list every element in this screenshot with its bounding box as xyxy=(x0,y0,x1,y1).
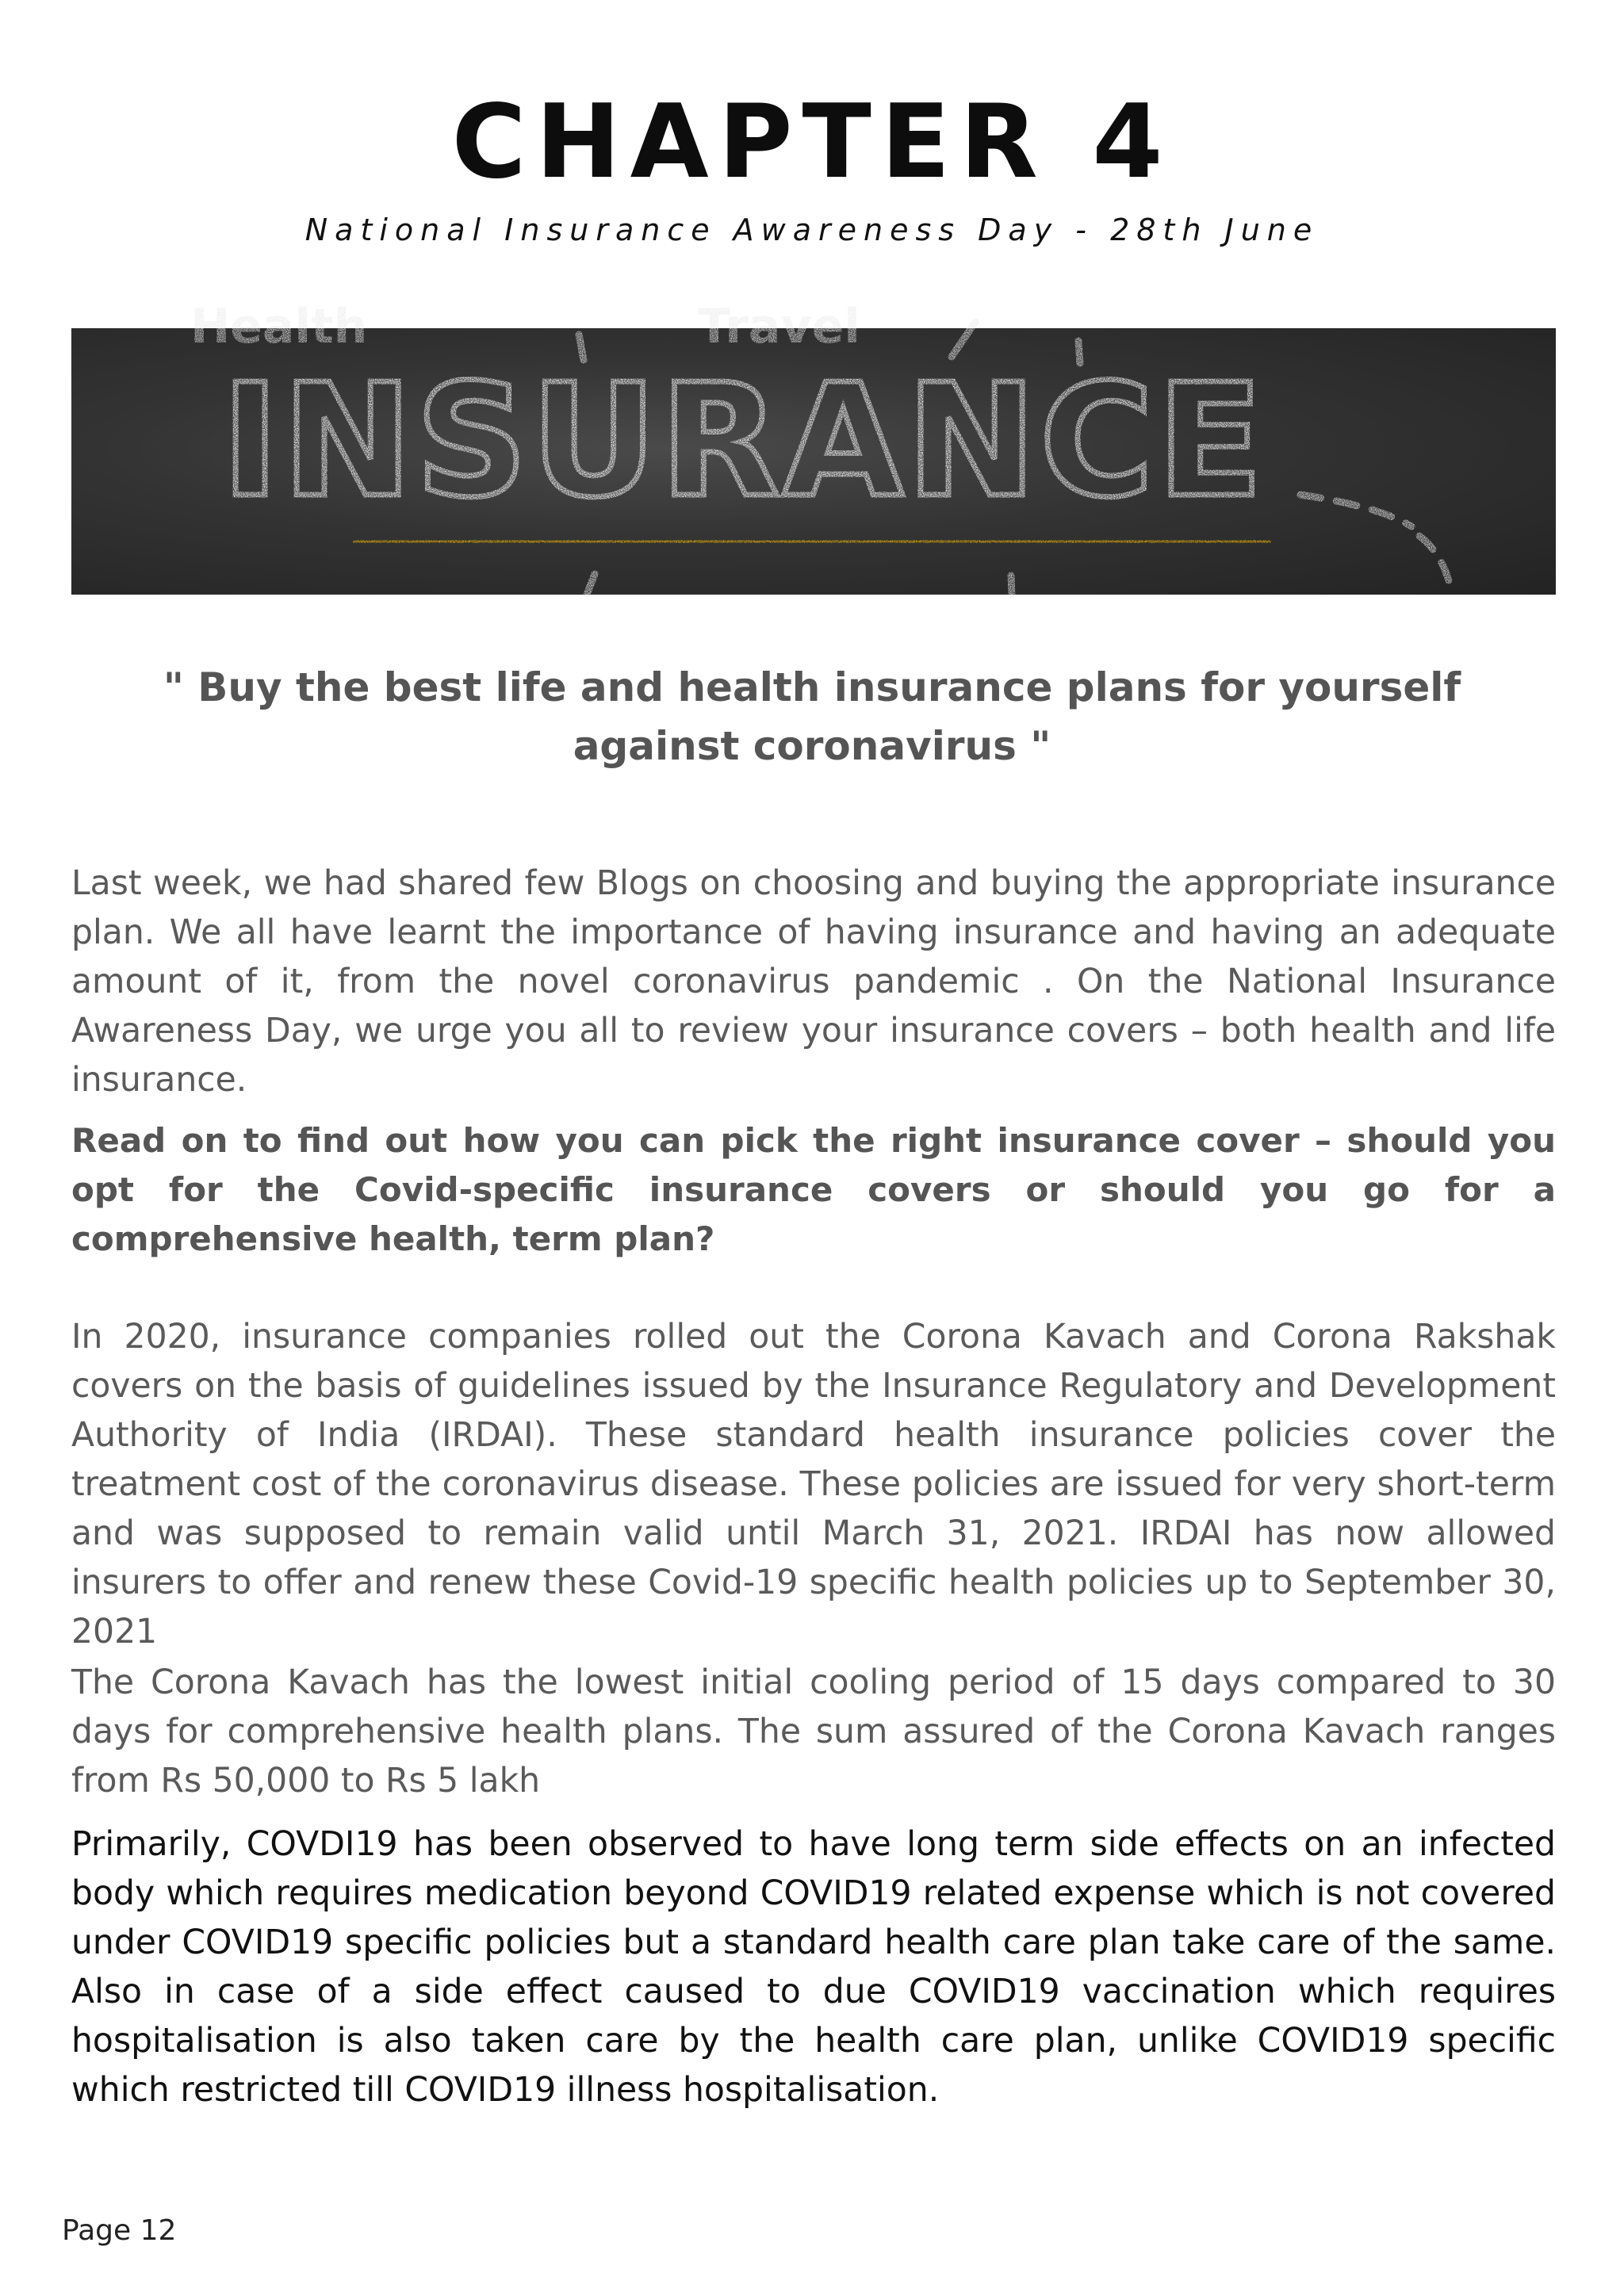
paragraph-corona-covers: In 2020, insurance companies rolled out the Corona Kavach and Corona Rakshak covers on the basis of guidelines issued by the Insurance Regulatory and Development Authority of India (IRDAI). These standard health insurance policies cover the treatment cost of the coronavirus disease. These policies are issued for very short-term and was supposed to remain valid until March 31, 2021. IRDAI has now allowed insurers to offer and renew these Covid-19 specific health policies up to September 30, 2021 xyxy=(71,1318,1556,1651)
chalkboard-graphic xyxy=(71,299,1556,595)
svg-text:Travel: Travel xyxy=(698,299,860,354)
chapter-subtitle: National Insurance Awareness Day - 28th June xyxy=(304,212,1320,247)
chapter-title: CHAPTER 4 xyxy=(451,83,1173,201)
page-number: Page 12 xyxy=(62,2214,177,2247)
yellow-underline xyxy=(357,541,1267,542)
insurance-banner-image xyxy=(71,299,1556,595)
banner-word: INSURANCE xyxy=(221,351,1266,532)
paragraph-intro: Last week, we had shared few Blogs on choosing and buying the appropriate insurance plan. We all have learnt the importance of having insurance and having an adequate amount of it, from the novel coronavirus pandemic . On the National Insurance Awareness Day, we urge you all to review your insurance covers – both health and life insurance. xyxy=(71,864,1556,1100)
svg-text:Health: Health xyxy=(190,299,368,354)
quote-heading: " Buy the best life and health insurance plans for yourself against coronavirus " xyxy=(163,664,1461,769)
paragraph-side-effects: Primarily, COVDI19 has been observed to have long term side effects on an infected body which requires medication beyond COVID19 related expense which is not covered under COVID19 specific policies but a standard health care plan take care of the same. Also in case of a side effect caused to due COVID19 vaccination which requires hospitalisation is also taken care by the health care plan, unlike COVID19 specific which restricted till COVID19 illness hospitalisation. xyxy=(71,1825,1556,2110)
paragraph-corona-kavach: The Corona Kavach has the lowest initial cooling period of 15 days compared to 30 days for comprehensive health plans. The sum assured of the Corona Kavach ranges from Rs 50,000 to Rs 5 lakh xyxy=(71,1663,1556,1800)
paragraph-read-on: Read on to find out how you can pick the right insurance cover – should you opt for the Covid-specific insurance covers or should you go for a comprehensive health, term plan? xyxy=(71,1121,1556,1258)
